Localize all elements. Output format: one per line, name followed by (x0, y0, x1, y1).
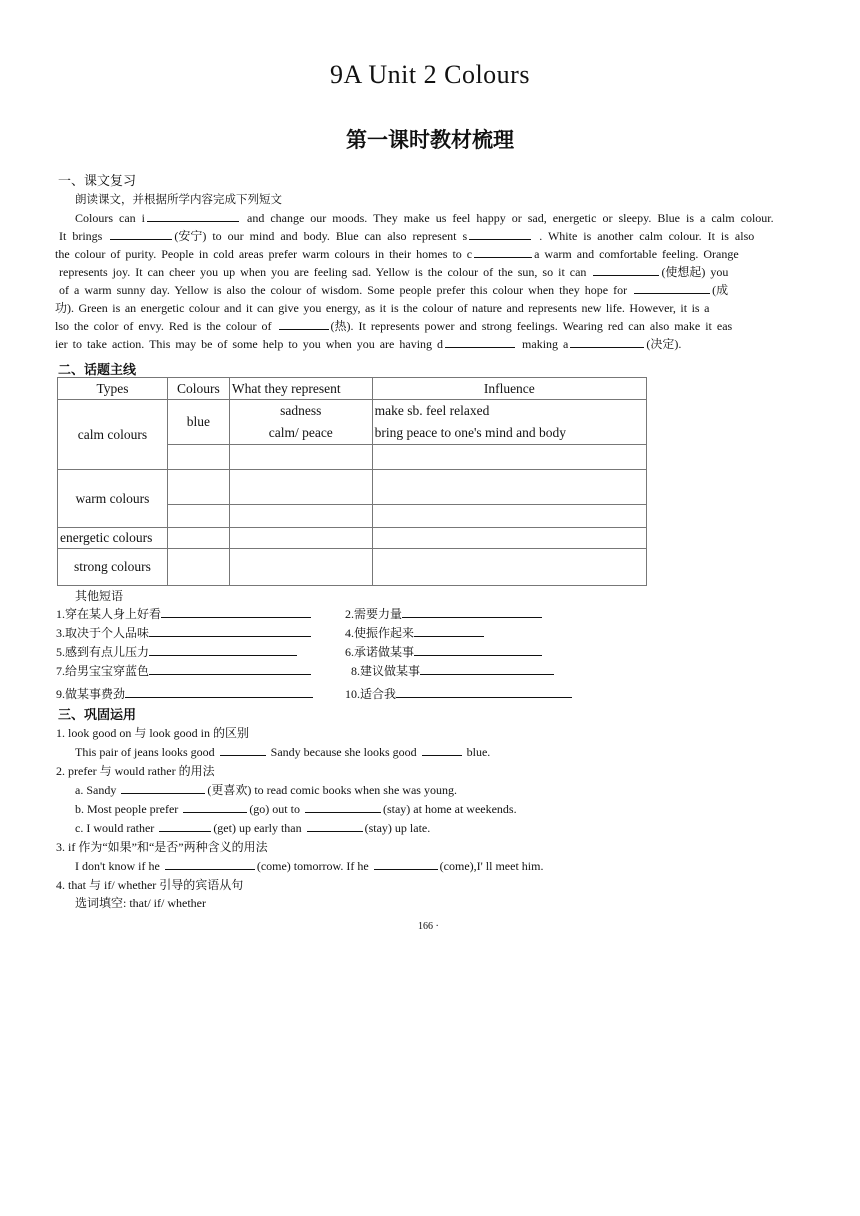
page-title: 9A Unit 2 Colours (330, 60, 530, 89)
blank-7[interactable] (279, 317, 329, 330)
question-2: 2. prefer 与 would rather 的用法 (56, 764, 215, 778)
answer-blank[interactable] (305, 800, 381, 813)
phrase-4: 4.使振作起来 (345, 624, 484, 642)
answer-blank[interactable] (165, 857, 255, 870)
empty-cell[interactable] (372, 528, 646, 549)
table-header-row (58, 378, 647, 400)
question-2a: a. Sandy (更喜欢) to read comic books when she was young. (75, 783, 457, 797)
empty-cell[interactable] (372, 445, 646, 470)
blank-1[interactable] (147, 209, 239, 222)
phrase-1: 1.穿在某人身上好看 (56, 605, 311, 623)
answer-blank[interactable] (220, 743, 266, 756)
phrase-blank[interactable] (125, 685, 313, 698)
empty-cell[interactable] (229, 505, 372, 528)
phrase-blank[interactable] (414, 624, 484, 637)
phrase-2: 2.需要力量 (345, 605, 542, 623)
page-number: 166 · (418, 921, 439, 932)
question-2c: c. I would rather (get) up early than (stay) up late. (75, 821, 431, 835)
passage-line-7: lso the color of envy. Red is the colour of (热). It represents power and strong feelings. Wearing red can also make it eas (55, 319, 733, 333)
empty-cell[interactable] (167, 549, 229, 586)
phrase-blank[interactable] (420, 662, 554, 675)
answer-blank[interactable] (159, 819, 211, 832)
phrase-5: 5.感到有点儿压力 (56, 643, 297, 661)
phrase-3: 3.取决于个人品味 (56, 624, 311, 642)
reading-passage (55, 209, 815, 353)
table-row (58, 400, 647, 445)
question-2b: b. Most people prefer (go) out to (stay) at home at weekends. (75, 802, 517, 816)
answer-blank[interactable] (307, 819, 363, 832)
header-types: Types (58, 378, 168, 400)
question-4-instruction: 选词填空: that/ if/ whether (75, 896, 206, 910)
answer-blank[interactable] (121, 781, 205, 794)
empty-cell[interactable] (167, 505, 229, 528)
blank-5[interactable] (593, 263, 659, 276)
section3-heading: 三、巩固运用 (58, 708, 137, 723)
header-influence: Influence (372, 378, 646, 400)
empty-cell[interactable] (372, 549, 646, 586)
empty-cell[interactable] (229, 528, 372, 549)
phrase-blank[interactable] (402, 605, 542, 618)
passage-line-3: the colour of purity. People in cold areas prefer warm colours in their homes to c a warm and comfortable feeling. Orange (55, 247, 739, 261)
section1-instruction: 朗读课文，并根据所学内容完成下列短文 (75, 192, 282, 206)
empty-cell[interactable] (229, 549, 372, 586)
phrases-heading: 其他短语 (75, 589, 124, 603)
phrase-blank[interactable] (414, 643, 542, 656)
question-1: 1. look good on 与 look good in 的区别 (56, 726, 250, 740)
section1-heading: 一、课文复习 (58, 174, 137, 189)
table-row (58, 528, 647, 549)
empty-cell[interactable] (229, 470, 372, 505)
passage-line-2: It brings (安宁) to our mind and body. Blue can also represent s . White is another calm colour. It is also (59, 229, 755, 243)
phrase-10: 10.适合我 (345, 685, 572, 703)
blank-9[interactable] (570, 335, 644, 348)
blank-8[interactable] (445, 335, 515, 348)
phrase-7: 7.给男宝宝穿蓝色 (56, 662, 311, 680)
calm-colour-cell: blue (167, 400, 229, 445)
header-colours: Colours (167, 378, 229, 400)
page-subtitle: 第一课时教材梳理 (346, 128, 514, 152)
blank-6[interactable] (634, 281, 710, 294)
topic-table (57, 377, 647, 586)
phrase-8: 8.建议做某事 (351, 662, 554, 680)
calm-represent-cell: sadness calm/ peace (229, 400, 372, 445)
section2-heading: 二、话题主线 (58, 363, 137, 378)
answer-blank[interactable] (374, 857, 438, 870)
empty-cell[interactable] (167, 528, 229, 549)
phrase-6: 6.承诺做某事 (345, 643, 542, 661)
phrase-blank[interactable] (396, 685, 572, 698)
passage-line-1: Colours can i and change our moods. They make us feel happy or sad, energetic or sleepy. Blue is a calm colour. (75, 211, 774, 225)
phrase-blank[interactable] (161, 605, 311, 618)
table-row (58, 470, 647, 505)
passage-line-5: of a warm sunny day. Yellow is also the colour of wisdom. Some people prefer this colour when they hope for (成 (59, 283, 729, 297)
phrase-9: 9.做某事费劲 (56, 685, 313, 703)
calm-influence-cell: make sb. feel relaxed bring peace to one's mind and body (372, 400, 646, 445)
empty-cell[interactable] (372, 470, 646, 505)
answer-blank[interactable] (422, 743, 462, 756)
passage-line-6: 功). Green is an energetic colour and it can give you energy, as it is the colour of nature and represents new life. However, it is a (55, 301, 710, 315)
phrase-blank[interactable] (149, 643, 297, 656)
header-represent: What they represent (229, 378, 372, 400)
question-1-sentence: This pair of jeans looks good Sandy because she looks good blue. (75, 745, 491, 759)
empty-cell[interactable] (167, 470, 229, 505)
empty-cell[interactable] (229, 445, 372, 470)
empty-cell[interactable] (372, 505, 646, 528)
calm-colours-label: calm colours (58, 400, 168, 470)
strong-colours-label: strong colours (58, 549, 168, 586)
passage-line-4: represents joy. It can cheer you up when you are feeling sad. Yellow is the colour of the sun, so it can (使想起) you (59, 265, 729, 279)
blank-3[interactable] (469, 227, 531, 240)
blank-4[interactable] (474, 245, 532, 258)
phrase-blank[interactable] (149, 662, 311, 675)
table-row (58, 549, 647, 586)
question-3: 3. if 作为“如果”和“是否”两种含义的用法 (56, 840, 268, 854)
blank-2[interactable] (110, 227, 172, 240)
question-4: 4. that 与 if/ whether 引导的宾语从句 (56, 878, 244, 892)
phrase-blank[interactable] (149, 624, 311, 637)
question-3-sentence: I don't know if he (come) tomorrow. If he (come),I' ll meet him. (75, 859, 544, 873)
answer-blank[interactable] (183, 800, 247, 813)
empty-cell[interactable] (167, 445, 229, 470)
passage-line-8: ier to take action. This may be of some help to you when you are having d making a (决定). (55, 337, 682, 351)
warm-colours-label: warm colours (58, 470, 168, 528)
energetic-colours-label: energetic colours (58, 528, 168, 549)
